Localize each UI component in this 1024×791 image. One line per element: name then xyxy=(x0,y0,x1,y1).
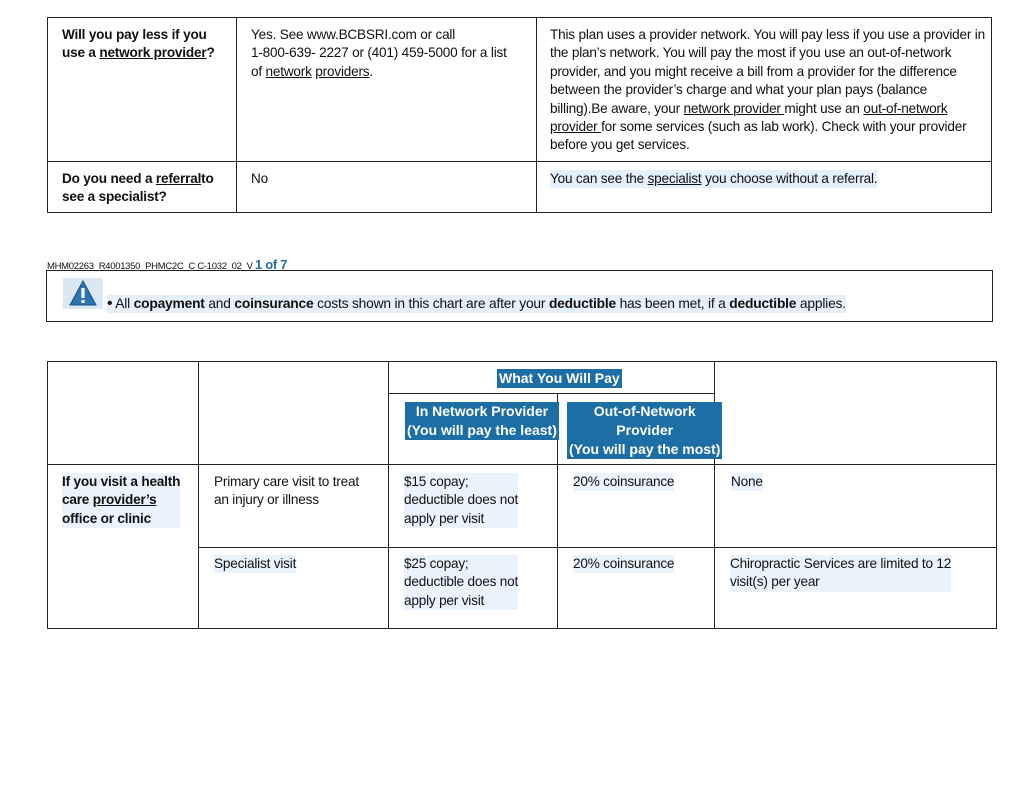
limits-line: None xyxy=(731,473,763,491)
column-divider xyxy=(198,362,199,628)
question-referral xyxy=(62,170,214,207)
cost-line: $25 copay; xyxy=(404,555,518,573)
notice-segment: All xyxy=(112,296,134,311)
answer-text: of xyxy=(251,63,266,79)
why-text: billing).Be aware, your xyxy=(550,100,684,116)
why-line xyxy=(550,118,985,136)
why-line: provider, and you might receive a bill from a provider for the difference xyxy=(550,63,957,79)
cost-line: deductible does not xyxy=(404,573,518,591)
question-line xyxy=(62,44,215,62)
row-divider xyxy=(388,393,714,394)
out-of-network-link[interactable]: out-of-network xyxy=(863,100,948,116)
answer-line: 1-800-639- 2227 or (401) 459-5000 for a list xyxy=(251,45,507,61)
service-line: an injury or illness xyxy=(214,492,319,508)
limits-primary-care xyxy=(731,473,763,491)
deductible-notice xyxy=(46,270,993,322)
why-text: you choose without a referral. xyxy=(701,171,878,186)
cost-line: deductible does not xyxy=(404,491,518,509)
question-text: ? xyxy=(206,45,215,61)
why-referral xyxy=(550,170,877,188)
out-network-primary-care: 20% coinsurance xyxy=(573,473,674,491)
cost-line: apply per visit xyxy=(404,510,518,528)
notice-segment: applies. xyxy=(796,296,846,311)
question-text: Do you need a xyxy=(62,171,156,186)
answer-referral: No xyxy=(251,171,268,186)
row-divider xyxy=(48,464,996,465)
page-indicator: 1 of 7 xyxy=(255,257,288,272)
why-line: before you get services. xyxy=(550,137,690,153)
service-primary-care xyxy=(214,473,359,510)
in-network-primary-care xyxy=(404,473,518,528)
network-link[interactable]: network xyxy=(265,63,312,79)
notice-segment: has been met, if a xyxy=(615,296,730,311)
question-line: see a specialist? xyxy=(62,189,167,205)
why-line: between the provider’s charge and what your plan pays (balance xyxy=(550,82,928,98)
limits-specialist xyxy=(730,555,951,592)
column-divider xyxy=(388,362,389,628)
answer-line: Yes. See www.BCBSRI.com or call xyxy=(251,27,456,42)
notice-text xyxy=(107,295,846,313)
warning-triangle-icon xyxy=(63,278,103,309)
row-divider xyxy=(48,161,991,162)
limits-line: Chiropractic Services are limited to 12 xyxy=(730,555,951,573)
notice-segment: and xyxy=(204,296,235,311)
bullet: • xyxy=(107,295,113,312)
header-out-of-network xyxy=(567,402,722,459)
notice-term: deductible xyxy=(548,296,616,311)
header-line: In Network Provider xyxy=(415,403,549,419)
question-line xyxy=(62,170,214,188)
network-provider-table xyxy=(47,17,992,213)
answer-network-provider xyxy=(251,26,507,81)
notice-term: coinsurance xyxy=(234,296,314,311)
header-line: Out-of-Network xyxy=(593,403,696,419)
service-line: Primary care visit to treat xyxy=(214,474,359,489)
event-line: If you visit a health xyxy=(62,473,180,491)
out-network-specialist: 20% coinsurance xyxy=(573,555,674,573)
cost-line: $15 copay; xyxy=(404,473,518,491)
referral-link[interactable]: referral xyxy=(155,171,202,186)
event-provider-office xyxy=(62,473,180,528)
question-text: to xyxy=(201,171,214,186)
provider-link[interactable]: provider xyxy=(550,119,602,135)
why-line xyxy=(550,100,985,118)
network-provider-link[interactable]: network provider xyxy=(99,45,207,61)
cost-line: apply per visit xyxy=(404,592,518,610)
cost-table xyxy=(47,361,997,629)
notice-term: copayment xyxy=(133,296,205,311)
header-line: (You will pay the most) xyxy=(569,441,721,457)
why-line: the plan’s network. You will pay the most if you use an out-of-network xyxy=(550,45,952,61)
doc-id-text: MHM02263_R4001350_PHMC2C_C C-1032_02_V xyxy=(47,261,253,272)
header-in-network xyxy=(405,402,559,440)
providers-link[interactable]: providers xyxy=(315,63,370,79)
answer-text: . xyxy=(369,63,373,79)
header-line: Provider xyxy=(616,422,674,438)
why-text: You can see the xyxy=(550,171,648,186)
specialist-link[interactable]: specialist xyxy=(647,171,702,186)
why-text: might use an xyxy=(784,100,864,116)
notice-segment: costs shown in this chart are after your xyxy=(313,296,549,311)
providers-link[interactable]: provider’s xyxy=(92,492,157,508)
notice-term: deductible xyxy=(729,296,797,311)
question-line: Will you pay less if you xyxy=(62,27,207,42)
answer-line xyxy=(251,63,507,81)
column-divider xyxy=(236,18,237,212)
column-divider xyxy=(536,18,537,212)
question-network-provider xyxy=(62,26,215,63)
row-divider xyxy=(198,547,996,548)
why-line: This plan uses a provider network. You will pay less if you use a provider in xyxy=(550,27,985,42)
service-specialist: Specialist visit xyxy=(214,555,296,573)
event-line: office or clinic xyxy=(62,510,180,528)
network-provider-link[interactable]: network provider xyxy=(683,100,785,116)
question-text: use a xyxy=(62,45,100,61)
header-what-you-will-pay: What You Will Pay xyxy=(499,370,620,386)
why-network-provider xyxy=(550,26,985,155)
limits-line: visit(s) per year xyxy=(730,573,951,591)
header-line: (You will pay the least) xyxy=(407,422,557,438)
why-text: for some services (such as lab work). Check with your provider xyxy=(601,119,967,135)
in-network-specialist xyxy=(404,555,518,610)
event-line xyxy=(62,491,180,509)
event-text: care xyxy=(62,492,93,508)
